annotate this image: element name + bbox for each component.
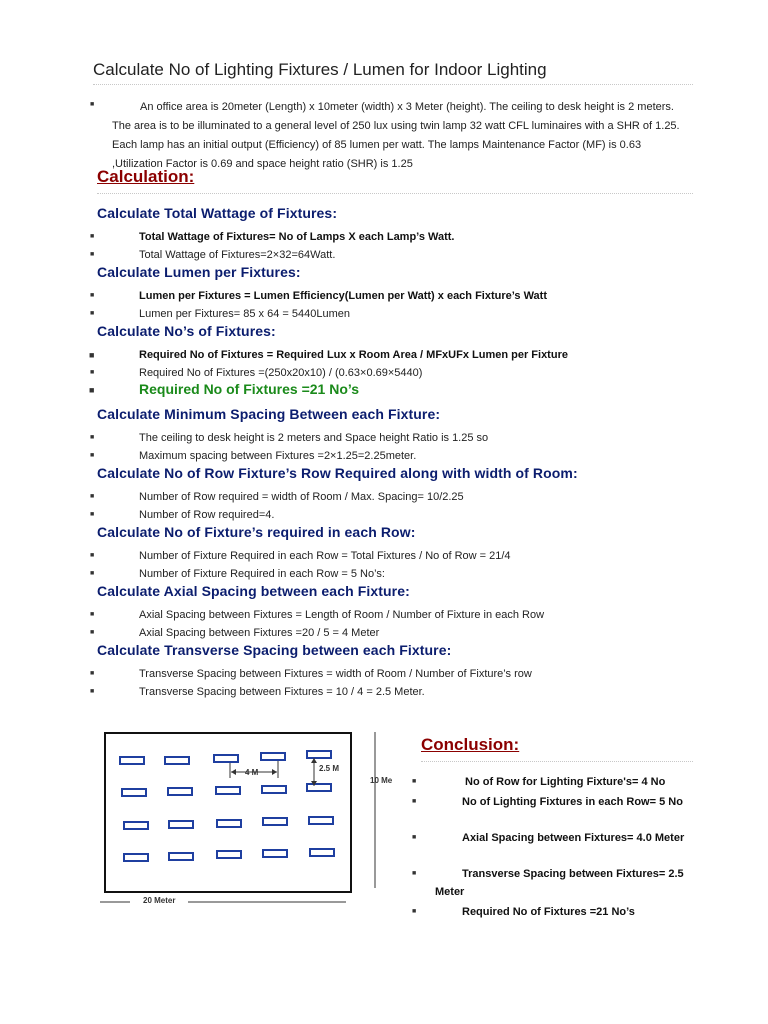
per-row-line-1: Number of Fixture Required in each Row = Total Fixtures / No of Row = 21/4 [139,550,511,562]
label-axial-spacing: 4 M [245,768,259,777]
section-heading-per-row: Calculate No of Fixture’s required in each Row: [97,524,416,540]
calculation-heading: Calculation: [97,167,195,186]
conclusion-item-total: Required No of Fixtures =21 No’s [462,906,635,918]
bullet: ■ [90,570,95,577]
axial-line-1: Axial Spacing between Fixtures = Length of Room / Number of Fixture in each Row [139,609,545,621]
lumen-result: Lumen per Fixtures= 85 x 64 = 5440Lumen [139,308,350,320]
section-heading-count: Calculate No’s of Fixtures: [97,323,276,339]
bullet: ■ [90,493,95,500]
transverse-line-1: Transverse Spacing between Fixtures = width of Room / Number of Fixture’s row [139,668,532,680]
rows-line-2: Number of Row required=4. [139,509,275,521]
transverse-line-2: Transverse Spacing between Fixtures = 10 / 4 = 2.5 Meter. [139,686,425,698]
label-transverse-spacing: 2.5 M [319,764,340,773]
section-heading-transverse: Calculate Transverse Spacing between each Fixture: [97,642,452,658]
rows-line-1: Number of Row required = width of Room / Max. Spacing= 10/2.25 [139,491,464,503]
section-heading-rows: Calculate No of Row Fixture’s Row Required along with width of Room: [97,465,578,481]
conclusion-item-per-row: No of Lighting Fixtures in each Row= 5 No [462,796,683,808]
bullet: ■ [90,434,95,441]
count-answer: Required No of Fixtures =21 No’s [139,381,360,397]
label-room-length: 20 Meter [143,896,176,905]
spacing-line-1: The ceiling to desk height is 2 meters and Space height Ratio is 1.25 so [139,432,489,444]
bullet: ■ [412,798,417,805]
conclusion-item-axial: Axial Spacing between Fixtures= 4.0 Meter [462,832,685,844]
bullet: ■ [90,511,95,518]
wattage-result: Total Wattage of Fixtures=2×32=64Watt. [139,249,336,261]
lumen-formula: Lumen per Fixtures = Lumen Efficiency(Lumen per Watt) x each Fixture’s Watt [139,290,547,302]
bullet: ■ [412,908,417,915]
page-title: Calculate No of Lighting Fixtures / Lumen for Indoor Lighting [93,60,547,79]
conclusion-divider [421,761,693,762]
bullet: ■ [90,310,95,317]
conclusion-item-transverse: Transverse Spacing between Fixtures= 2.5 Meter [435,868,684,898]
bullet: ■ [412,778,417,785]
intro-paragraph [112,98,692,174]
count-result: Required No of Fixtures =(250x20x10) / (0.63×0.69×5440) [139,367,423,379]
bullet: ■ [90,452,95,459]
section-heading-spacing: Calculate Minimum Spacing Between each Fixture: [97,406,441,422]
bullet: ■ [412,834,417,841]
section-heading-wattage: Calculate Total Wattage of Fixtures: [97,205,338,221]
bullet: ■ [90,688,95,695]
bullet: ■ [90,101,95,108]
bullet: ■ [90,552,95,559]
section-heading-axial: Calculate Axial Spacing between each Fixture: [97,583,410,599]
conclusion-heading: Conclusion: [421,735,520,754]
bullet: ■ [90,251,95,258]
bullet: ■ [90,292,95,299]
axial-line-2: Axial Spacing between Fixtures =20 / 5 = 4 Meter [139,627,380,639]
bullet: ■ [90,670,95,677]
bullet: ■ [90,629,95,636]
intro-text: An office area is 20meter (Length) x 10meter (width) x 3 Meter (height). The ceiling to desk height is 2 meters. The area is to be illuminated to a general level of 250 lux using twin lamp 32 watt CFL luminaires with a SHR of 1.25. Each lamp has an initial output (Efficiency) of 85 lumen per watt. The lamps Maintenance Factor (MF) is 0.63 ,Utilization Factor is 0.69 and space height ratio (SHR) is 1.25 [112,101,680,170]
dimension-lines [100,728,400,908]
wattage-formula: Total Wattage of Fixtures= No of Lamps X each Lamp’s Watt. [139,231,455,243]
title-divider [93,84,693,85]
bullet: ■ [89,350,95,360]
bullet: ■ [412,870,417,877]
spacing-line-2: Maximum spacing between Fixtures =2×1.25=2.25meter. [139,450,417,462]
bullet: ■ [90,233,95,240]
bullet: ■ [90,369,95,376]
section-heading-lumen: Calculate Lumen per Fixtures: [97,264,301,280]
conclusion-item-rows: No of Row for Lighting Fixture's= 4 No [465,776,666,788]
count-formula: Required No of Fixtures = Required Lux x Room Area / MFxUFx Lumen per Fixture [139,349,568,361]
label-room-width: 10 Me [370,776,393,785]
bullet: ■ [90,611,95,618]
bullet: ■ [89,385,95,395]
per-row-line-2: Number of Fixture Required in each Row = 5 No’s: [139,568,385,580]
calculation-divider [97,193,693,194]
